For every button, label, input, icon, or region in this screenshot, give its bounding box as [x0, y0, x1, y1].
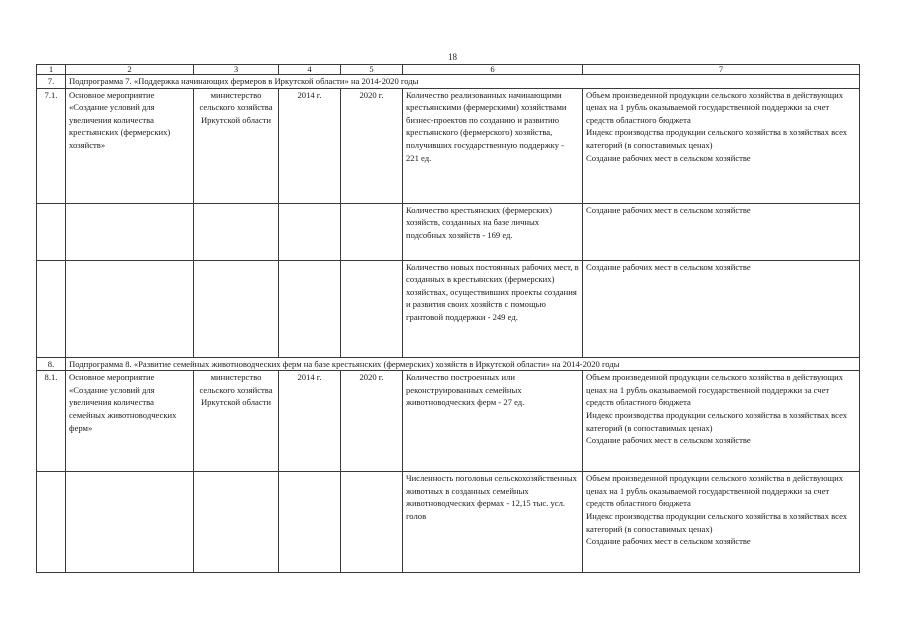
measure-cell: Основное мероприятие «Создание условий для увеличения количества крестьянских (фермерских) хозяйств»: [66, 88, 194, 203]
col-num-6: 6: [403, 65, 583, 75]
col-num-1: 1: [37, 65, 66, 75]
result-text: Индекс производства продукции сельского хозяйства в хозяйствах всех категорий (в сопоставимых ценах): [586, 409, 848, 433]
indicator-cell: [403, 472, 583, 573]
results-cell: [583, 203, 860, 260]
table-row: [37, 371, 860, 472]
subprogram-title: Подпрограмма 7. «Поддержка начинающих фермеров в Иркутской области» на 2014-2020 годы: [66, 75, 860, 89]
executor-cell: министерство сельского хозяйства Иркутской области: [194, 88, 279, 203]
item-number: 8.1.: [37, 371, 66, 472]
results-cell: [583, 371, 860, 472]
indicator-text: Численность поголовья сельскохозяйственных животных в созданных семейных животноводческих фермах - 12,15 тыс. усл. голов: [406, 473, 577, 521]
subprogram-title: Подпрограмма 8. «Развитие семейных животноводческих ферм на базе крестьянских (фермерских) хозяйств в Иркутской области» на 2014-2020 годы: [66, 357, 860, 371]
result-text: Объем произведенной продукции сельского хозяйства в действующих ценах на 1 рубль оказываемой государственной поддержки за счет средств областного бюджета: [586, 89, 844, 125]
table-row: [37, 203, 860, 260]
indicator-cell: Количество крестьянских (фермерских) хозяйств, созданных на базе личных подсобных хозяйств - 169 ед.: [403, 203, 583, 260]
indicator-cell: Количество реализованных начинающими крестьянскими (фермерскими) хозяйствами бизнес-проектов по созданию и развитию крестьянского (фермерского) хозяйства, получивших государственную поддержку - 221 ед.: [403, 88, 583, 203]
result-text: Создание рабочих мест в сельском хозяйстве: [586, 435, 751, 446]
result-text: Индекс производства продукции сельского хозяйства в хозяйствах всех категорий (в сопоставимых ценах): [586, 127, 848, 150]
measure-cell: Основное мероприятие «Создание условий для увеличения количества семейных животноводческих ферм»: [66, 371, 194, 472]
table-row: [37, 472, 860, 573]
table-row: [37, 88, 860, 203]
result-text: Создание рабочих мест в сельском хозяйстве: [586, 204, 751, 215]
result-text: Создание рабочих мест в сельском хозяйстве: [586, 536, 751, 547]
subprogram-7-row: [37, 75, 860, 89]
col-num-7: 7: [583, 65, 860, 75]
end-year-cell: 2020 г.: [341, 371, 403, 472]
section-number: 7.: [37, 75, 66, 89]
result-text: Индекс производства продукции сельского хозяйства в хозяйствах всех категорий (в сопоставимых ценах): [586, 510, 848, 534]
result-text: Объем произведенной продукции сельского хозяйства в действующих ценах на 1 рубль оказываемой государственной поддержки за счет средств областного бюджета: [586, 372, 844, 408]
col-num-3: 3: [194, 65, 279, 75]
column-number-row: [37, 65, 860, 75]
start-year-cell: 2014 г.: [279, 88, 341, 203]
col-num-4: 4: [279, 65, 341, 75]
col-num-2: 2: [66, 65, 194, 75]
result-text: Создание рабочих мест в сельском хозяйстве: [586, 152, 751, 163]
program-table: [36, 64, 860, 573]
end-year-cell: 2020 г.: [341, 88, 403, 203]
results-cell: [583, 260, 860, 357]
subprogram-8-row: [37, 357, 860, 371]
page-number: 18: [448, 52, 457, 62]
result-text: Создание рабочих мест в сельском хозяйстве: [586, 261, 751, 272]
executor-cell: министерство сельского хозяйства Иркутской области: [194, 371, 279, 472]
item-number: 7.1.: [37, 88, 66, 203]
start-year-cell: 2014 г.: [279, 371, 341, 472]
section-number: 8.: [37, 357, 66, 371]
indicator-cell: Количество построенных или реконструированных семейных животноводческих ферм - 27 ед.: [403, 371, 583, 472]
col-num-5: 5: [341, 65, 403, 75]
results-cell: [583, 472, 860, 573]
results-cell: [583, 88, 860, 203]
table-row: [37, 260, 860, 357]
indicator-cell: Количество новых постоянных рабочих мест, в созданных в крестьянских (фермерских) хозяйствах, осуществивших проекты создания и развития своих хозяйств с помощью грантовой поддержки - 249 ед.: [403, 260, 583, 357]
result-text: Объем произведенной продукции сельского хозяйства в действующих ценах на 1 рубль оказываемой государственной поддержки за счет средств областного бюджета: [586, 473, 844, 509]
